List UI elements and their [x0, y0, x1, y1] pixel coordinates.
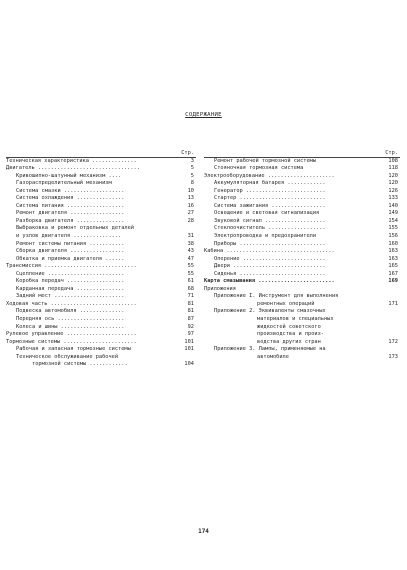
toc-entry [204, 316, 400, 324]
toc-entry-page: 160 [388, 240, 398, 247]
toc-entry-page: 81 [187, 300, 194, 307]
toc-entry [6, 361, 196, 369]
toc-entry [204, 203, 400, 211]
toc-entry-title: водства других стран [257, 338, 321, 345]
toc-entry [6, 293, 196, 301]
toc-entry-page: 61 [187, 278, 194, 285]
toc-entry [204, 293, 400, 301]
toc-entry-title: Приложение 3. Лампы, применяемые на [214, 346, 326, 353]
toc-entry-page: 140 [388, 202, 398, 209]
toc-entry-title: Система охлаждения ............... [16, 195, 125, 202]
toc-entry-title: Трансмиссия ............................. [6, 263, 137, 270]
toc-entry-title: Генератор ......................... [214, 187, 326, 194]
toc-entry-page: 165 [388, 263, 398, 270]
toc-entry-title: Ремонт системы питания ........... [16, 240, 125, 247]
toc-entry [204, 354, 400, 362]
toc-entry-page: 68 [187, 285, 194, 292]
toc-entry-page: 28 [187, 217, 194, 224]
toc-entry [6, 233, 196, 241]
toc-entry-title: Двигатель ................................ [6, 165, 140, 172]
toc-entry-title: Приложение I. Инструмент для выполнения [214, 293, 339, 300]
toc-entry [6, 195, 196, 203]
toc-left-column [6, 150, 196, 369]
toc-entry-title: Ремонт рабочей тормозной системы [214, 157, 317, 164]
toc-entry [6, 324, 196, 332]
toc-entry [6, 210, 196, 218]
toc-entry [6, 203, 196, 211]
toc-entry [6, 241, 196, 249]
toc-entry-page: 154 [388, 217, 398, 224]
toc-entry-page: 169 [388, 278, 398, 285]
toc-entry-page: 118 [388, 165, 398, 172]
toc-entry-page: 155 [388, 225, 398, 232]
toc-entry [6, 354, 196, 362]
toc-entry-page: 163 [388, 255, 398, 262]
toc-entry-page: 5 [190, 172, 194, 179]
toc-entry [204, 339, 400, 347]
toc-entry [204, 241, 400, 249]
toc-entry-page: 27 [187, 210, 194, 217]
toc-entry-title: Газораспределительный механизм [16, 180, 112, 187]
toc-entry-title: Система питания .................. [16, 202, 125, 209]
page-title: СОДЕРЖАНИЕ [185, 112, 222, 118]
toc-entry-title: Обкатка и приемка двигателя ...... [16, 255, 125, 262]
toc-entry-title: Приложения [204, 285, 236, 292]
toc-header [204, 150, 400, 158]
toc-entry-page: 43 [187, 248, 194, 255]
toc-entry-title: Приложение 2. Эквиваленты смазочных [214, 308, 326, 315]
toc-entry-page: 156 [388, 233, 398, 240]
toc-entry-title: производства и произ- [257, 331, 324, 338]
toc-entry-page: 47 [187, 255, 194, 262]
toc-entry-title: Выбраковка и ремонт отдельных деталей [16, 225, 134, 232]
toc-entry-page: 108 [388, 157, 398, 164]
toc-entry-title: Сборка двигателя ................. [16, 248, 125, 255]
toc-entry-title: Техническое обслуживание рабочей [16, 353, 119, 360]
toc-entry-title: Система смазки ................... [16, 187, 125, 194]
toc-entry-title: Электропроводка и предохранители [214, 233, 317, 240]
toc-entry-title: Передняя ось ..................... [16, 316, 125, 323]
toc-entry-title: Стартер ........................... [214, 195, 326, 202]
toc-entry-page: 120 [388, 172, 398, 179]
toc-entry [204, 195, 400, 203]
toc-entry [204, 218, 400, 226]
toc-entry-page: 104 [184, 361, 194, 368]
toc-entry [6, 286, 196, 294]
toc-entry-page: 101 [184, 346, 194, 353]
toc-entry-title: и узлов двигателя ............... [16, 233, 122, 240]
toc-entry-page: 8 [190, 180, 194, 187]
toc-entry [6, 225, 196, 233]
toc-entry-page: 5 [190, 165, 194, 172]
toc-entry [6, 308, 196, 316]
toc-entry [6, 173, 196, 181]
toc-entry-title: тормозной системы ............ [32, 361, 128, 368]
toc-entry [204, 346, 400, 354]
toc-entry-page: 31 [187, 233, 194, 240]
toc-entry [6, 316, 196, 324]
toc-right-column [204, 150, 400, 361]
toc-entry-page: 55 [187, 263, 194, 270]
toc-entry-title: Сцепление ........................ [16, 270, 125, 277]
toc-entry [6, 188, 196, 196]
toc-entry [6, 278, 196, 286]
toc-entry-title: Кабина .................................. [204, 248, 335, 255]
toc-entry-title: Кривошипно-шатунный механизм .... [16, 172, 122, 179]
toc-entry-page: 87 [187, 316, 194, 323]
toc-entry-page: 16 [187, 202, 194, 209]
toc-entry-page: 81 [187, 308, 194, 315]
toc-entry-title: Техническая характеристика .............. [6, 157, 137, 164]
toc-entry-page: 3 [190, 157, 194, 164]
toc-entry-title: Стеклоочиститель .................. [214, 225, 326, 232]
toc-entry-page: 149 [388, 210, 398, 217]
toc-entry-title: Двери ............................. [214, 263, 326, 270]
toc-entry-title: Система зажигания ................. [214, 202, 326, 209]
toc-entry-title: Ремонт двигателя ................. [16, 210, 125, 217]
toc-entry [6, 165, 196, 173]
toc-entry [204, 271, 400, 279]
toc-entry [204, 263, 400, 271]
toc-entry [204, 225, 400, 233]
toc-entry [6, 331, 196, 339]
toc-entry-title: Освещение и световая сигнализация [214, 210, 320, 217]
toc-entry-title: материалов и специальных [257, 316, 334, 323]
toc-entry-title: Коробка передач .................. [16, 278, 125, 285]
toc-entry-title: Карданная передача ............... [16, 285, 125, 292]
toc-entry [6, 263, 196, 271]
toc-entry [204, 233, 400, 241]
toc-entry-page: 172 [388, 338, 398, 345]
toc-entry-page: 171 [388, 300, 398, 307]
toc-entry-page: 10 [187, 187, 194, 194]
toc-entry-title: Сиденья ........................... [214, 270, 326, 277]
toc-entry [6, 158, 196, 166]
toc-entry [204, 331, 400, 339]
page-column-header: Стр. [181, 150, 194, 156]
toc-entry [204, 256, 400, 264]
toc-entry [6, 180, 196, 188]
toc-header [6, 150, 196, 158]
toc-entry [204, 158, 400, 166]
page-number: 174 [198, 528, 209, 535]
toc-entry [204, 324, 400, 332]
toc-entry-title: жидкостей советского [257, 323, 321, 330]
toc-entry-title: Подвеска автомобиля .............. [16, 308, 125, 315]
toc-entry-page: 163 [388, 248, 398, 255]
toc-entry-title: Оперение .......................... [214, 255, 326, 262]
toc-entry-page: 92 [187, 323, 194, 330]
toc-entry-title: Аккумуляторная батарея ............ [214, 180, 326, 187]
toc-entry [204, 308, 400, 316]
toc-entry-title: ремонтных операций [257, 300, 315, 307]
toc-entry-page: 126 [388, 187, 398, 194]
toc-entry-page: 97 [187, 331, 194, 338]
toc-entry-page: 71 [187, 293, 194, 300]
toc-entry-title: Рулевое управление ...................... [6, 331, 137, 338]
toc-entry-page: 173 [388, 353, 398, 360]
toc-entry [204, 286, 400, 294]
toc-entry-title: Электрооборудование ..................... [204, 172, 335, 179]
toc-entry-title: Карта смазывания ........................ [204, 278, 335, 285]
toc-entry [204, 278, 400, 286]
toc-entry-title: Стояночная тормозная система [214, 165, 304, 172]
page-column-header: Стр. [385, 150, 398, 156]
toc-entry-page: 133 [388, 195, 398, 202]
toc-entry-page: 13 [187, 195, 194, 202]
toc-entry-title: автомобиле [257, 353, 289, 360]
toc-entry [204, 301, 400, 309]
toc-entry [6, 346, 196, 354]
toc-entry [6, 248, 196, 256]
toc-entry [204, 180, 400, 188]
toc-entry-page: 101 [184, 338, 194, 345]
toc-entry-title: Колеса и шины .................... [16, 323, 125, 330]
toc-entry-page: 55 [187, 270, 194, 277]
toc-entry-title: Разборка двигателя ............... [16, 217, 125, 224]
toc-entry [204, 248, 400, 256]
toc-entry [204, 165, 400, 173]
toc-entry-title: Задний мост ...................... [16, 293, 125, 300]
toc-entry [6, 256, 196, 264]
toc-entry-title: Рабочая и запасная тормозные системы [16, 346, 131, 353]
toc-entry-title: Ходовая часть ........................... [6, 300, 137, 307]
toc-entry-page: 120 [388, 180, 398, 187]
toc-entry-title: Тормозные системы ....................... [6, 338, 137, 345]
toc-entry-title: Приборы ........................... [214, 240, 326, 247]
toc-entry-title: Звуковой сигнал ................... [214, 217, 326, 224]
toc-entry [204, 210, 400, 218]
toc-entry [204, 188, 400, 196]
toc-entry-page: 38 [187, 240, 194, 247]
toc-entry-page: 167 [388, 270, 398, 277]
